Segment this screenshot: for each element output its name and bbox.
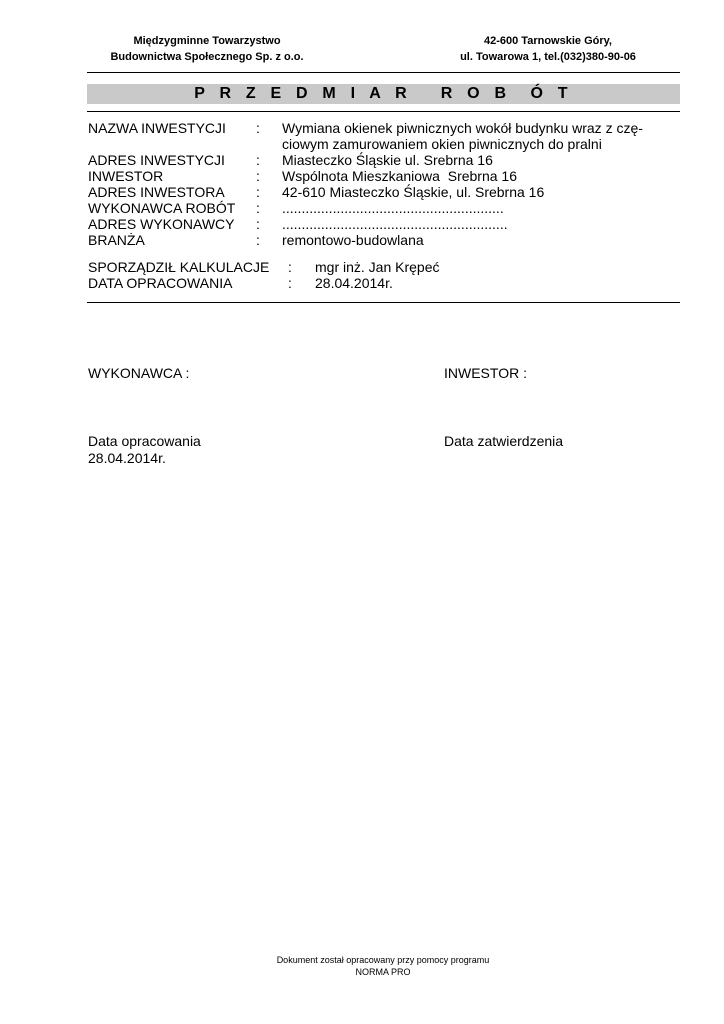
contractor-signature-label: WYKONAWCA : [88,365,190,381]
footer-line1: Dokument został opracowany przy pomocy programu [276,955,490,965]
field-value-contractor: ......................................................... [282,200,504,216]
field-colon: : [256,216,260,232]
field-label-trade: BRANŻA [88,232,145,248]
field-value-investment-name-line1: Wymiana okienek piwnicznych wokół budynku wraz z czę- [282,120,643,136]
company-address-line1: 42-600 Tarnowskie Góry, [484,35,612,47]
field-label-contractor-address: ADRES WYKONAWCY [88,216,235,232]
field-colon: : [256,184,260,200]
company-name-line2: Budownictwa Społecznego Sp. z o.o. [110,51,304,63]
field-label-investor: INWESTOR [88,168,164,184]
field-colon: : [256,232,260,248]
field-colon: : [288,275,292,291]
title-divider [87,111,680,112]
field-label-prepared-by: SPORZĄDZIŁ KALKULACJE [88,259,270,275]
field-value-investment-address: Miasteczko Śląskie ul. Srebrna 16 [282,152,493,168]
field-colon: : [288,259,292,275]
field-label-contractor: WYKONAWCA ROBÓT [88,200,236,216]
field-colon: : [256,168,260,184]
investor-signature-label: INWESTOR : [444,365,527,381]
approval-date-label: Data zatwierdzenia [444,433,564,449]
field-colon: : [256,200,260,216]
field-label-investor-address: ADRES INWESTORA [88,184,225,200]
preparation-date-value: 28.04.2014r. [88,450,166,466]
footer-line2: NORMA PRO [355,967,411,977]
field-label-investment-address: ADRES INWESTYCJI [88,152,225,168]
fields-divider [87,302,680,303]
company-name-block [80,33,334,65]
field-value-trade: remontowo-budowlana [282,232,424,248]
field-value-prepared-by: mgr inż. Jan Krępeć [315,259,440,275]
company-address-line2: ul. Towarowa 1, tel.(032)380-90-06 [460,51,636,63]
field-label-preparation-date: DATA OPRACOWANIA [88,275,233,291]
document-title: P R Z E D M I A R R O B Ó T [87,84,680,104]
footer-note [250,954,516,978]
field-value-investment-name-line2: ciowym zamurowaniem okien piwnicznych do pralni [282,136,602,152]
field-label-investment-name: NAZWA INWESTYCJI [88,120,226,136]
field-colon: : [256,120,260,136]
field-value-investor: Wspólnota Mieszkaniowa Srebrna 16 [282,168,518,184]
field-value-investor-address: 42-610 Miasteczko Śląskie, ul. Srebrna 16 [282,184,545,200]
field-value-preparation-date: 28.04.2014r. [315,275,393,291]
header-divider [87,72,680,73]
company-address-block [417,33,679,65]
preparation-date-label: Data opracowania [88,433,201,449]
field-value-contractor-address: .......................................................... [282,216,508,232]
field-colon: : [256,152,260,168]
company-name-line1: Międzygminne Towarzystwo [133,35,281,47]
